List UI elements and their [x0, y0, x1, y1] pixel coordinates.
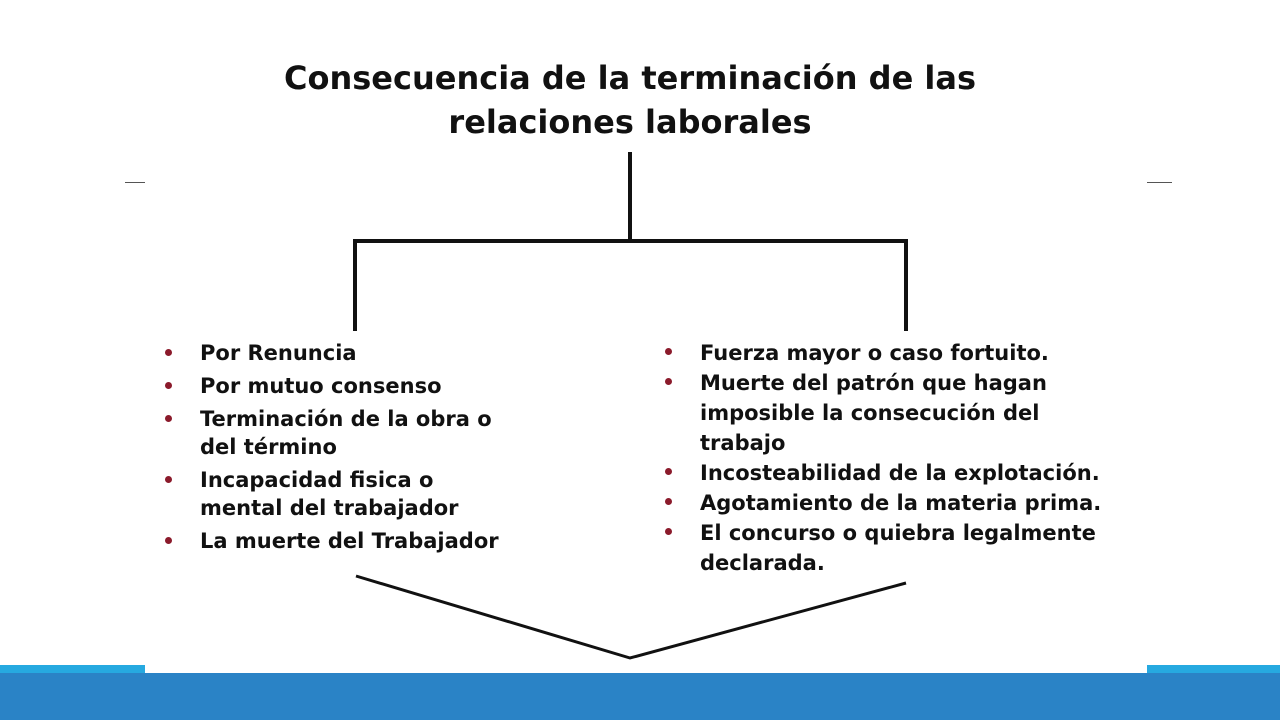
- bullet-text-line: La muerte del Trabajador: [200, 529, 499, 553]
- bullet-dot-icon: [165, 476, 172, 483]
- bottom-bar-right-accent: [1147, 665, 1280, 673]
- bullet-dot-icon: [665, 528, 672, 535]
- bullet-item: [165, 339, 635, 367]
- bullet-dot-icon: [665, 348, 672, 355]
- bullet-dot-icon: [165, 349, 172, 356]
- bullet-item: [665, 338, 1225, 368]
- bullet-dot-icon: [165, 415, 172, 422]
- bullet-text-line: El concurso o quiebra legalmente: [700, 521, 1096, 545]
- bullet-text-line: Por Renuncia: [200, 341, 357, 365]
- bullet-text-line: Muerte del patrón que hagan: [700, 371, 1047, 395]
- title-line-1: Consecuencia de la terminación de las: [283, 59, 977, 97]
- bullet-text-line: mental del trabajador: [200, 496, 459, 520]
- bullet-dot-icon: [165, 537, 172, 544]
- bottom-chevron: [356, 576, 906, 658]
- bullet-text-line: Fuerza mayor o caso fortuito.: [700, 341, 1049, 365]
- right-bullet-list: [665, 338, 1225, 578]
- bullet-text-line: del término: [200, 435, 337, 459]
- bullet-text-line: Incosteabilidad de la explotación.: [700, 461, 1100, 485]
- bullet-item: [165, 372, 635, 400]
- bullet-dot-icon: [165, 382, 172, 389]
- bullet-text-line: Incapacidad fisica o: [200, 468, 434, 492]
- title-line-2: relaciones laborales: [448, 103, 812, 141]
- bullet-item: [665, 368, 1225, 458]
- bullet-text-line: imposible la consecución del: [700, 401, 1040, 425]
- bullet-dot-icon: [665, 468, 672, 475]
- bullet-text-line: Terminación de la obra o: [200, 407, 492, 431]
- bullet-item: [165, 527, 635, 555]
- bullet-item: [665, 458, 1225, 488]
- bullet-text-line: Por mutuo consenso: [200, 374, 442, 398]
- bullet-text-line: trabajo: [700, 431, 786, 455]
- bullet-text-line: Agotamiento de la materia prima.: [700, 491, 1102, 515]
- left-bullet-list: [165, 339, 635, 560]
- bullet-text-line: declarada.: [700, 551, 825, 575]
- bullet-item: [165, 405, 635, 461]
- bottom-color-bar: [0, 673, 1280, 720]
- bullet-item: [165, 466, 635, 522]
- bullet-dot-icon: [665, 498, 672, 505]
- bullet-item: [665, 518, 1225, 578]
- bullet-item: [665, 488, 1225, 518]
- bullet-dot-icon: [665, 378, 672, 385]
- bottom-bar-left-accent: [0, 665, 145, 673]
